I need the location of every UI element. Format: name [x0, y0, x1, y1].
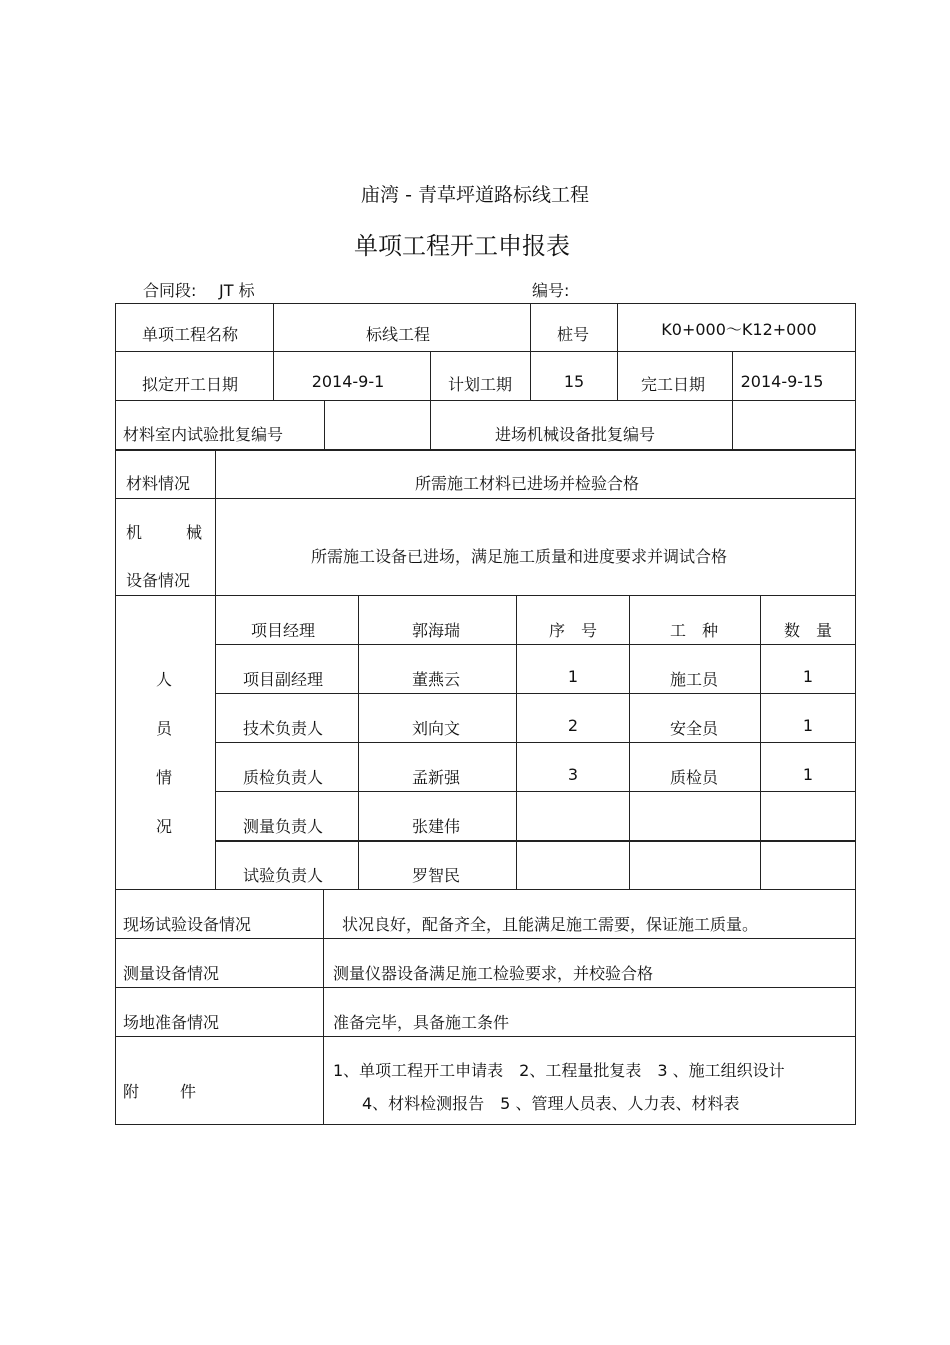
trade-cell: 施工员	[669, 670, 719, 689]
finish-date-value: 2014-9-15	[740, 372, 824, 391]
person-name-cell: 董燕云	[411, 670, 461, 689]
person-name-cell: 罗智民	[411, 866, 461, 885]
materials-value: 所需施工材料已进场并检验合格	[414, 474, 640, 493]
seq-cell: 3	[567, 765, 579, 784]
project-name-value: 标线工程	[365, 325, 431, 344]
planned-start-value: 2014-9-1	[311, 372, 385, 391]
person-name-cell: 刘向文	[411, 719, 461, 738]
seq-cell: 1	[567, 667, 579, 686]
person-name-cell: 郭海瑞	[411, 621, 461, 640]
qty-cell: 1	[802, 716, 814, 735]
project-name-label: 单项工程名称	[141, 325, 239, 344]
qty-cell: 1	[802, 667, 814, 686]
planned-start-label: 拟定开工日期	[141, 375, 239, 394]
trade-cell: 安全员	[669, 719, 719, 738]
materials-label: 材料情况	[126, 474, 191, 493]
person-name-cell: 孟新强	[411, 768, 461, 787]
trade-header: 工 种	[669, 621, 719, 640]
attachments-line1: 1、单项工程开工申请表 2、工程量批复表 3 、施工组织设计	[333, 1061, 785, 1080]
machinery-label-line2: 设备情况	[126, 571, 191, 590]
personnel-label-char: 情	[155, 768, 173, 787]
survey-value: 测量仪器设备满足施工检验要求，并校验合格	[333, 964, 654, 983]
seq-header: 序 号	[548, 621, 598, 640]
planned-period-value: 15	[563, 372, 585, 391]
role-cell: 测量负责人	[242, 817, 324, 836]
planned-period-label: 计划工期	[447, 375, 513, 394]
personnel-label-char: 况	[155, 817, 173, 836]
role-cell: 项目经理	[250, 621, 316, 640]
role-cell: 技术负责人	[242, 719, 324, 738]
qty-cell: 1	[802, 765, 814, 784]
site-value: 准备完毕，具备施工条件	[333, 1013, 510, 1032]
material-test-approval-label: 材料室内试验批复编号	[123, 425, 284, 444]
person-name-cell: 张建伟	[411, 817, 461, 836]
contract-value: JT 标	[219, 281, 255, 300]
attachments-label-b: 件	[180, 1082, 197, 1101]
machinery-value: 所需施工设备已进场，满足施工质量和进度要求并调试合格	[310, 547, 728, 566]
personnel-label-char: 人	[155, 670, 173, 689]
field-test-value: 状况良好，配备齐全，且能满足施工需要，保证施工质量。	[342, 915, 759, 934]
seq-cell: 2	[567, 716, 579, 735]
role-cell: 试验负责人	[242, 866, 324, 885]
role-cell: 项目副经理	[242, 670, 324, 689]
contract-label: 合同段:	[143, 281, 197, 300]
project-title: 庙湾 - 青草坪道路标线工程	[361, 184, 589, 206]
field-test-label: 现场试验设备情况	[123, 915, 252, 934]
survey-label: 测量设备情况	[123, 964, 220, 983]
machinery-label-b: 械	[186, 523, 203, 542]
role-cell: 质检负责人	[242, 768, 324, 787]
site-label: 场地准备情况	[123, 1013, 220, 1032]
personnel-label-char: 员	[155, 719, 173, 738]
number-label: 编号:	[532, 281, 570, 300]
machinery-label-a: 机	[126, 523, 143, 542]
station-label: 桩号	[556, 325, 590, 344]
attachments-label-a: 附	[123, 1082, 140, 1101]
finish-date-label: 完工日期	[640, 375, 706, 394]
station-value: K0+000～K12+000	[661, 320, 817, 339]
qty-header: 数 量	[783, 621, 833, 640]
trade-cell: 质检员	[669, 768, 719, 787]
equipment-approval-label: 进场机械设备批复编号	[494, 425, 656, 444]
form-title: 单项工程开工申报表	[354, 232, 570, 260]
attachments-line2: 4、材料检测报告 5 、管理人员表、人力表、材料表	[362, 1094, 740, 1113]
